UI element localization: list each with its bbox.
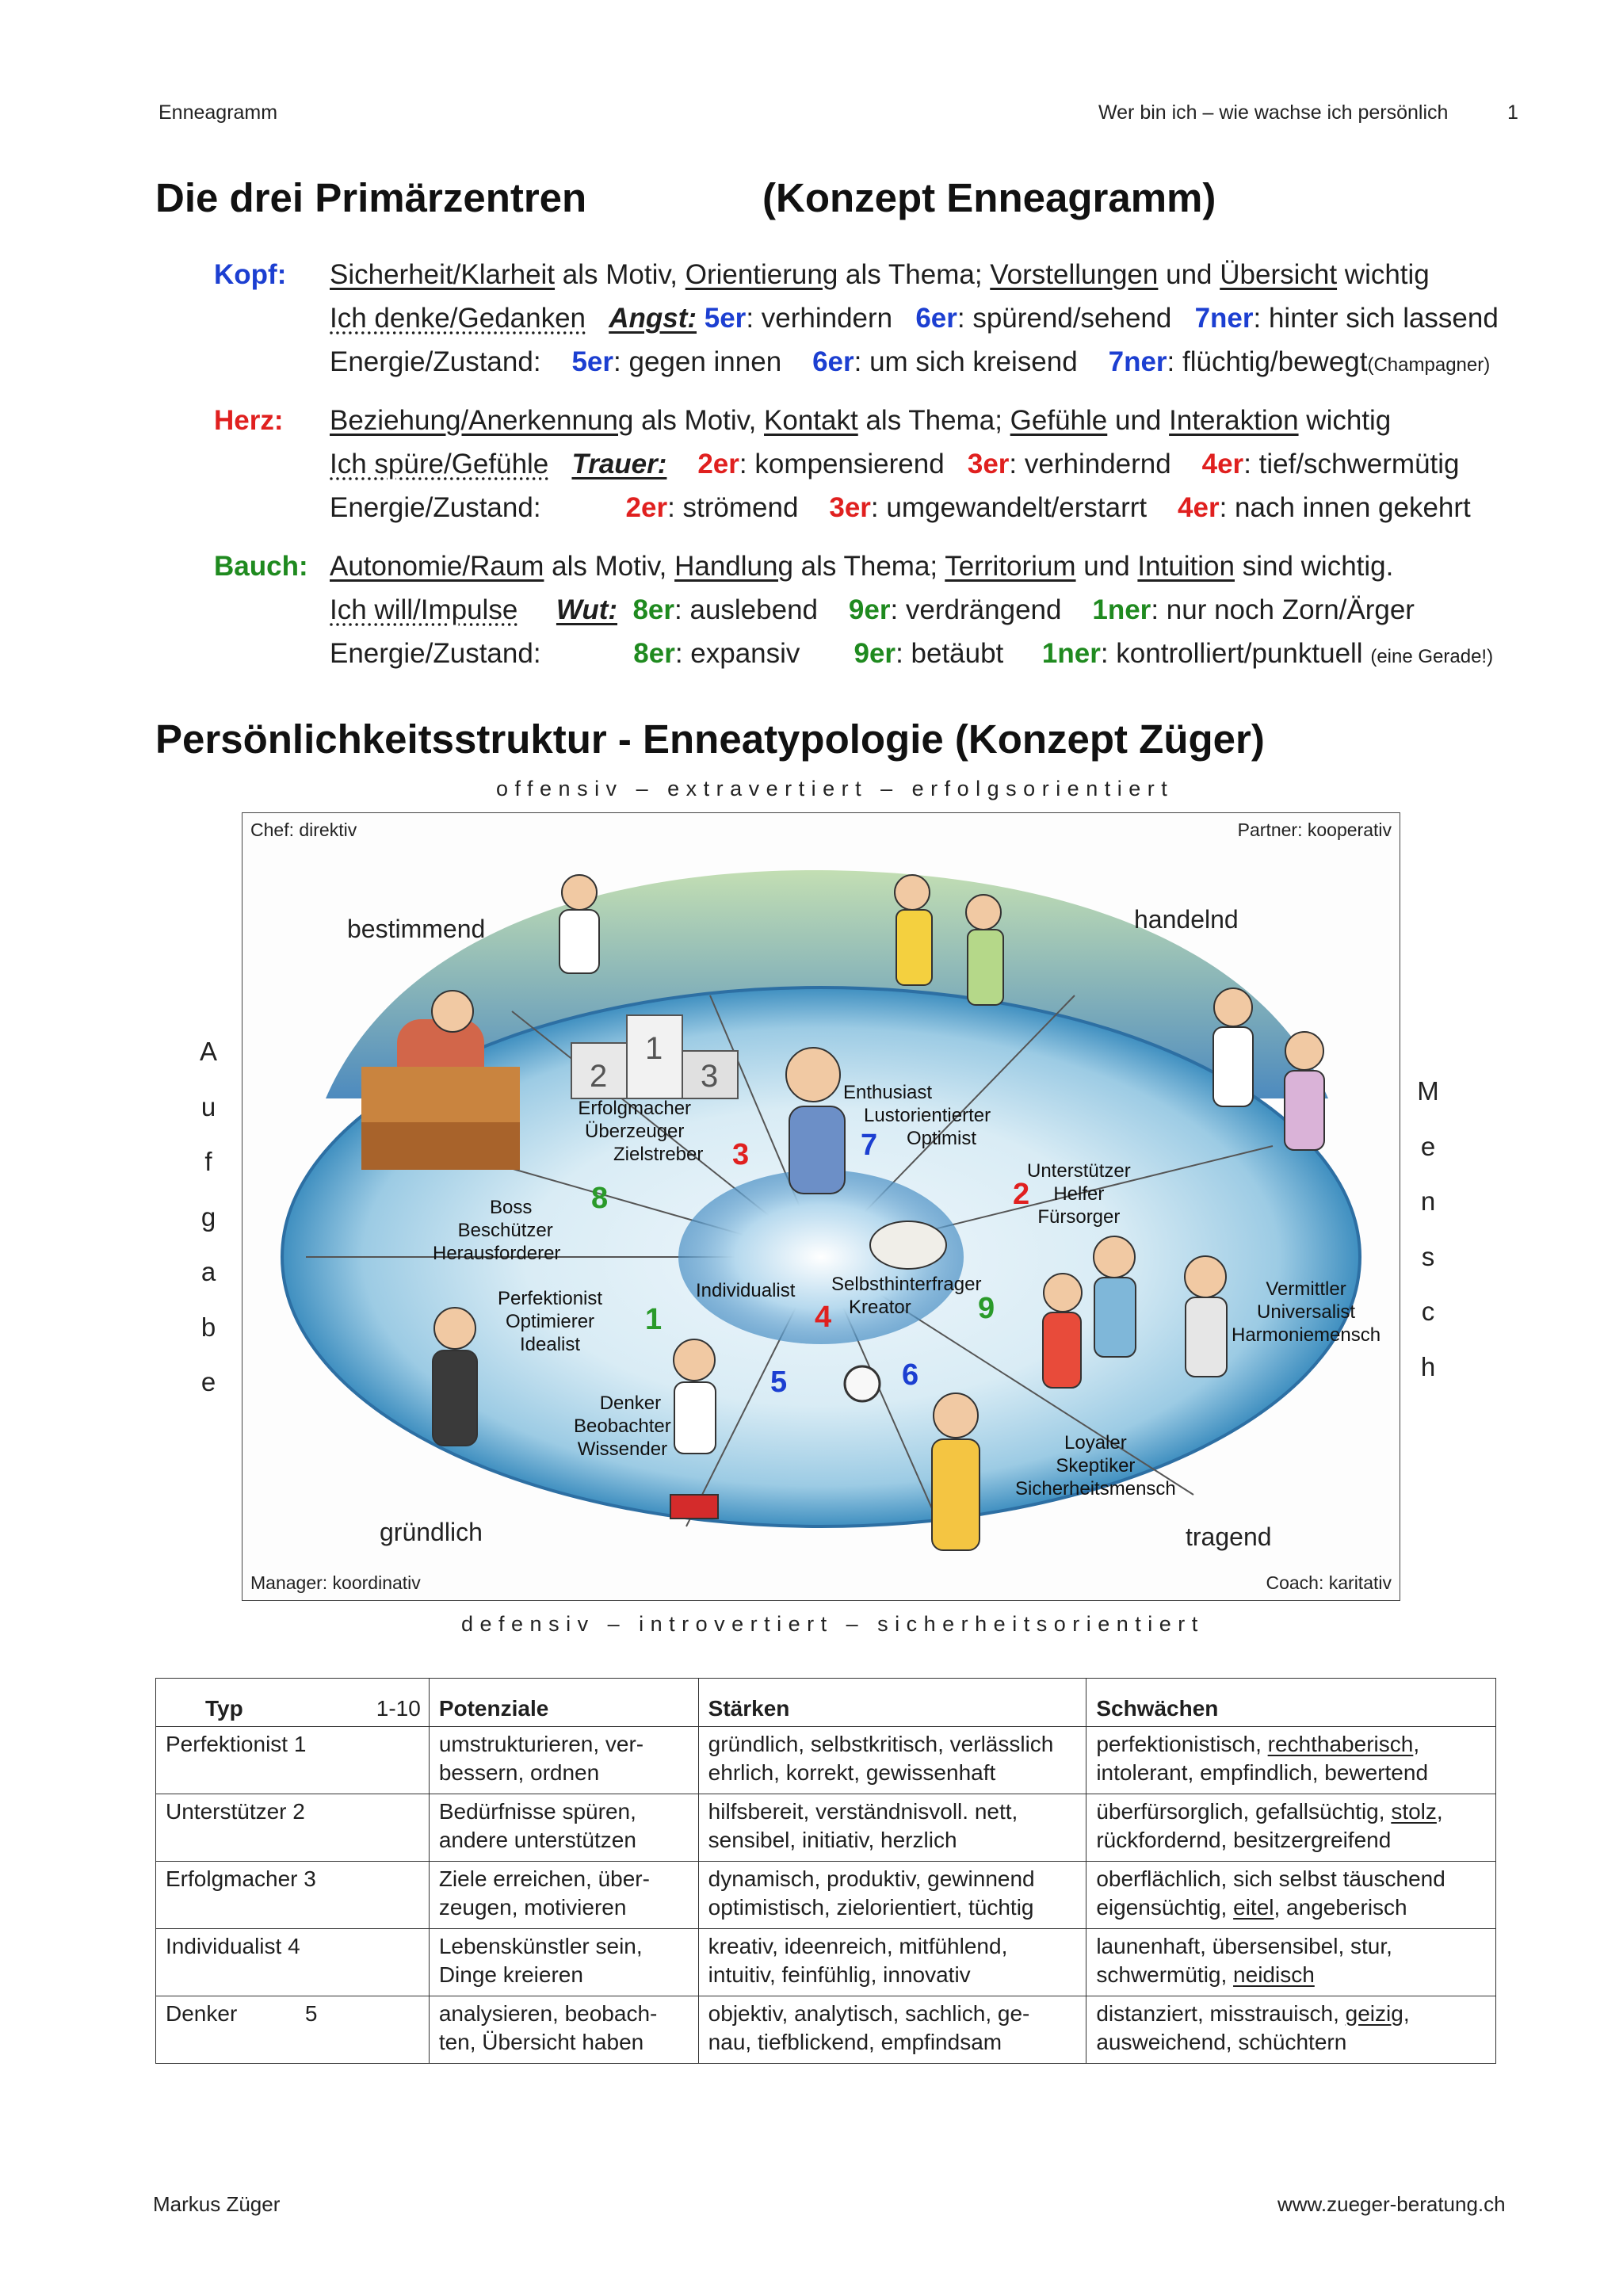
- table-row: [156, 1929, 1496, 1996]
- type-9-number: 9: [978, 1292, 995, 1325]
- type-1-label: Perfektionist Optimierer Idealist: [498, 1288, 603, 1355]
- herz-line-1: Beziehung/Anerkennung als Motiv, Kontakt als Thema; Gefühle und Interaktion wichtig: [330, 405, 1392, 436]
- type-vermittler-label: Vermittler Universalist Harmoniemensch: [1232, 1278, 1381, 1346]
- row-typ: Unterstützer 2: [156, 1794, 430, 1862]
- bauch-line-3: Energie/Zustand: 8er: expansiv 9er: betäubt 1ner: kontrolliert/punktuell (eine Gerade!): [330, 638, 1494, 669]
- row-staerken: hilfsbereit, verständnisvoll. nett, sensibel, initiativ, herzlich: [698, 1794, 1086, 1862]
- row-typ: Perfektionist 1: [156, 1727, 430, 1794]
- type-5-number: 5: [770, 1366, 788, 1399]
- kopf-line-1: Sicherheit/Klarheit als Motiv, Orientierung als Thema; Vorstellungen und Übersicht wichtig: [330, 259, 1430, 290]
- row-staerken: dynamisch, produktiv, gewinnend optimistisch, zielorientiert, tüchtig: [698, 1862, 1086, 1929]
- palette: [870, 1221, 946, 1269]
- type-4-number: 4: [815, 1301, 832, 1334]
- corner-top-left: Chef: direktiv: [250, 819, 357, 840]
- direction-gruendlich: gründlich: [380, 1518, 483, 1546]
- enneatypology-figure: [242, 812, 1400, 1601]
- row-staerken: objektiv, analytisch, sachlich, ge- nau, tiefblickend, empfindsam: [698, 1996, 1086, 2064]
- bauch-label: Bauch:: [214, 551, 308, 582]
- header-staerken: Stärken: [698, 1679, 1086, 1727]
- type-9-label: Selbsthinterfrager Kreator: [831, 1274, 982, 1318]
- footer-author: Markus Züger: [153, 2192, 281, 2216]
- row-schwaechen: perfektionistisch, rechthaberisch, intolerant, empfindlich, bewertend: [1086, 1727, 1496, 1794]
- table-row: [156, 1862, 1496, 1929]
- table-row: [156, 1727, 1496, 1794]
- herz-line-2: Ich spüre/Gefühle Trauer: 2er: kompensierend 3er: verhindernd 4er: tief/schwermütig: [330, 449, 1460, 479]
- left-axis-label: A u f g a b e: [199, 1037, 217, 1396]
- type-7-label: Enthusiast Lustorientierter Optimist: [843, 1082, 991, 1149]
- herz-line-3: Energie/Zustand: 2er: strömend 3er: umgewandelt/erstarrt 4er: nach innen gekehrt: [330, 492, 1471, 523]
- section2-title: Persönlichkeitsstruktur - Enneatypologie (Konzept Züger): [155, 716, 1265, 762]
- type-8-label: Boss Beschützer Herausforderer: [433, 1197, 561, 1264]
- bottom-axis-label: defensiv – introvertiert – sicherheitsorientiert: [461, 1612, 1205, 1636]
- header-schwaechen: Schwächen: [1086, 1679, 1496, 1727]
- header-typ: Typ 1-10: [156, 1679, 430, 1727]
- podium-1: 1: [645, 1031, 663, 1066]
- direction-tragend: tragend: [1186, 1522, 1272, 1551]
- corner-bottom-right: Coach: karitativ: [1266, 1572, 1392, 1593]
- direction-bestimmend: bestimmend: [347, 915, 486, 943]
- row-potenziale: analysieren, beobach- ten, Übersicht haben: [429, 1996, 698, 2064]
- clock: [845, 1366, 880, 1401]
- corner-bottom-left: Manager: koordinativ: [250, 1572, 421, 1593]
- footer-website[interactable]: www.zueger-beratung.ch: [1277, 2192, 1506, 2216]
- type-4-label: Individualist: [696, 1280, 796, 1301]
- type-table: [155, 1678, 1496, 2064]
- row-staerken: gründlich, selbstkritisch, verlässlich ehrlich, korrekt, gewissenhaft: [698, 1727, 1086, 1794]
- right-axis-label: M e n s c h: [1417, 1076, 1439, 1381]
- row-typ: Denker 5: [156, 1996, 430, 2064]
- type-2-number: 2: [1013, 1178, 1030, 1211]
- type-7-number: 7: [861, 1129, 878, 1162]
- row-potenziale: Bedürfnisse spüren, andere unterstützen: [429, 1794, 698, 1862]
- type-8-number: 8: [591, 1182, 609, 1215]
- header-right: Wer bin ich – wie wachse ich persönlich: [1098, 101, 1449, 124]
- type-1-number: 1: [645, 1303, 663, 1336]
- row-schwaechen: distanziert, misstrauisch, geizig, ausweichend, schüchtern: [1086, 1996, 1496, 2064]
- corner-top-right: Partner: kooperativ: [1237, 819, 1392, 840]
- type-6-label: Loyaler Skeptiker Sicherheitsmensch: [1015, 1432, 1176, 1499]
- type-6-number: 6: [902, 1358, 919, 1392]
- row-schwaechen: launenhaft, übersensibel, stur, schwermütig, neidisch: [1086, 1929, 1496, 1996]
- herz-label: Herz:: [214, 405, 284, 436]
- table-row: [156, 1996, 1496, 2064]
- row-potenziale: Ziele erreichen, über- zeugen, motivieren: [429, 1862, 698, 1929]
- header-potenziale: Potenziale: [429, 1679, 698, 1727]
- books: [670, 1495, 718, 1519]
- direction-handelnd: handelnd: [1134, 905, 1239, 934]
- top-axis-label: offensiv – extravertiert – erfolgsorientiert: [496, 777, 1174, 800]
- row-typ: Individualist 4: [156, 1929, 430, 1996]
- row-potenziale: umstrukturieren, ver- bessern, ordnen: [429, 1727, 698, 1794]
- type-2-label: Unterstützer Helfer Fürsorger: [1027, 1160, 1131, 1228]
- kopf-label: Kopf:: [214, 259, 287, 290]
- table-header-row: [156, 1679, 1496, 1727]
- type-5-label: Denker Beobachter Wissender: [574, 1392, 671, 1460]
- podium-2: 2: [590, 1059, 608, 1094]
- row-potenziale: Lebenskünstler sein, Dinge kreieren: [429, 1929, 698, 1996]
- type-3-label: Erfolgmacher Überzeuger Zielstreber: [578, 1098, 704, 1165]
- table-row: [156, 1794, 1496, 1862]
- row-schwaechen: oberflächlich, sich selbst täuschend eigensüchtig, eitel, angeberisch: [1086, 1862, 1496, 1929]
- kopf-line-3: Energie/Zustand: 5er: gegen innen 6er: um sich kreisend 7ner: flüchtig/bewegt(Champagner): [330, 346, 1491, 377]
- row-schwaechen: überfürsorglich, gefallsüchtig, stolz, rückfordernd, besitzergreifend: [1086, 1794, 1496, 1862]
- header-left: Enneagramm: [158, 101, 278, 124]
- section1-title: Die drei Primärzentren: [155, 175, 587, 220]
- type-3-number: 3: [732, 1138, 750, 1171]
- kopf-line-2: Ich denke/Gedanken Angst: 5er: verhindern 6er: spürend/sehend 7ner: hinter sich lassend: [330, 303, 1499, 334]
- page-number: 1: [1507, 101, 1518, 124]
- row-typ: Erfolgmacher 3: [156, 1862, 430, 1929]
- section1-concept: (Konzept Enneagramm): [762, 175, 1216, 220]
- bauch-line-2: Ich will/Impulse Wut: 8er: auslebend 9er: verdrängend 1ner: nur noch Zorn/Ärger: [330, 594, 1415, 625]
- row-staerken: kreativ, ideenreich, mitfühlend, intuitiv, feinfühlig, innovativ: [698, 1929, 1086, 1996]
- bauch-line-1: Autonomie/Raum als Motiv, Handlung als Thema; Territorium und Intuition sind wichtig.: [330, 551, 1394, 582]
- podium-3: 3: [701, 1059, 719, 1094]
